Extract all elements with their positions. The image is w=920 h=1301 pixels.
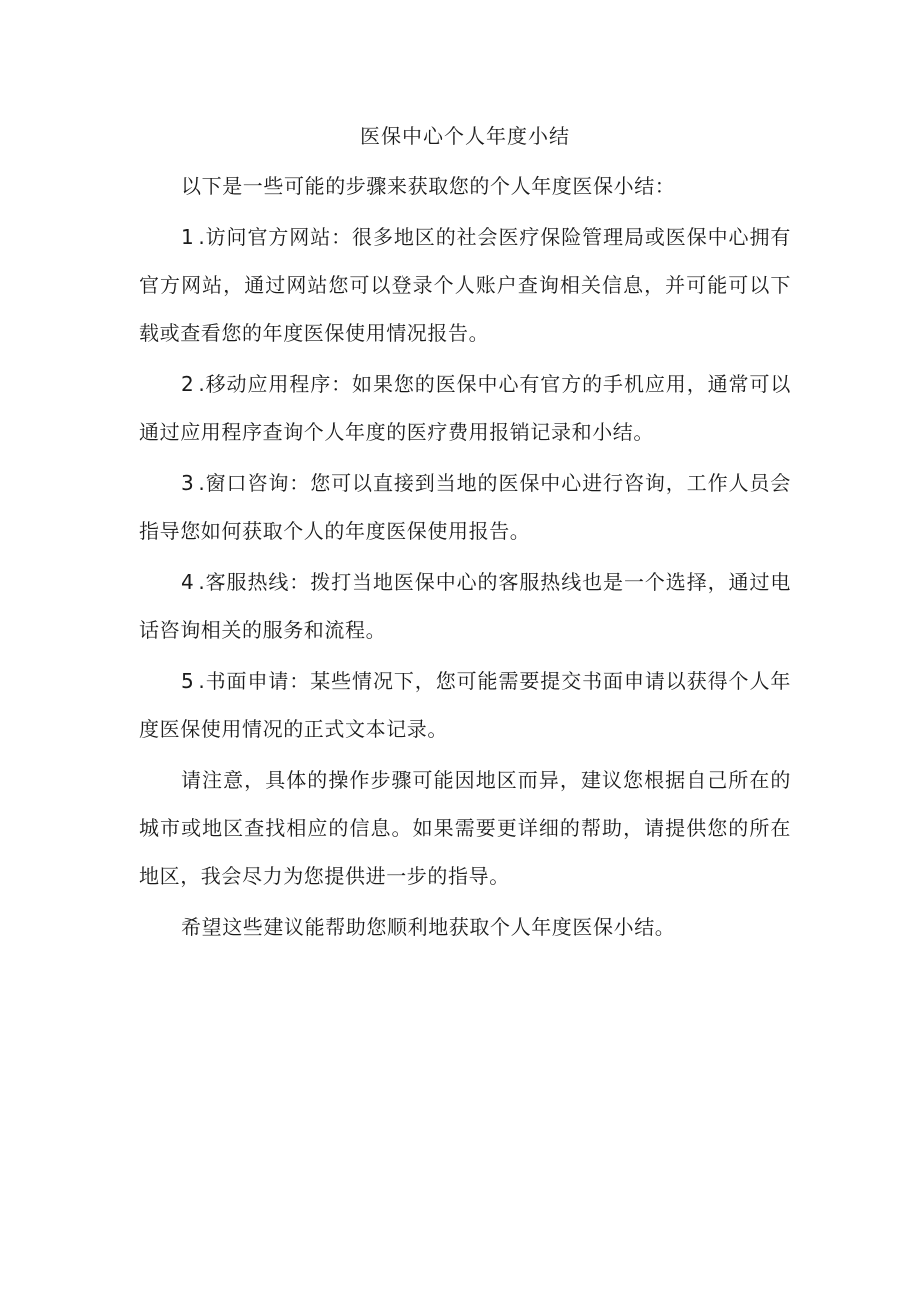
step-text: .移动应用程序：如果您的医保中心有官方的手机应用，通常可以通过应用程序查询个人年度的医疗费用报销记录和小结。: [139, 372, 791, 444]
document-body: [139, 118, 791, 954]
step-paragraph-4: [139, 558, 791, 654]
note-paragraph: 请注意，具体的操作步骤可能因地区而异，建议您根据自己所在的城市或地区查找相应的信息。如果需要更详细的帮助，请提供您的所在地区，我会尽力为您提供进一步的指导。: [139, 768, 791, 888]
closing-paragraph: 希望这些建议能帮助您顺利地获取个人年度医保小结。: [181, 915, 676, 939]
step-number: 4: [181, 570, 195, 594]
step-text: .客服热线：拨打当地医保中心的客服热线也是一个选择，通过电话咨询相关的服务和流程。: [139, 570, 791, 642]
intro-paragraph: 以下是一些可能的步骤来获取您的个人年度医保小结：: [181, 174, 676, 198]
document-title: 医保中心个人年度小结: [360, 124, 570, 148]
step-number: 2: [181, 372, 195, 396]
step-paragraph-5: [139, 657, 791, 753]
step-number: 3: [181, 471, 195, 495]
step-paragraph-2: [139, 360, 791, 456]
step-paragraph-1: [139, 213, 791, 357]
step-number: 1: [181, 225, 195, 249]
step-text: .书面申请：某些情况下，您可能需要提交书面申请以获得个人年度医保使用情况的正式文本记录。: [139, 669, 791, 741]
step-text: .访问官方网站：很多地区的社会医疗保险管理局或医保中心拥有官方网站，通过网站您可以登录个人账户查询相关信息，并可能可以下载或查看您的年度医保使用情况报告。: [139, 225, 791, 345]
step-number: 5: [181, 669, 195, 693]
step-paragraph-3: [139, 459, 791, 555]
step-text: .窗口咨询：您可以直接到当地的医保中心进行咨询，工作人员会指导您如何获取个人的年度医保使用报告。: [139, 471, 791, 543]
